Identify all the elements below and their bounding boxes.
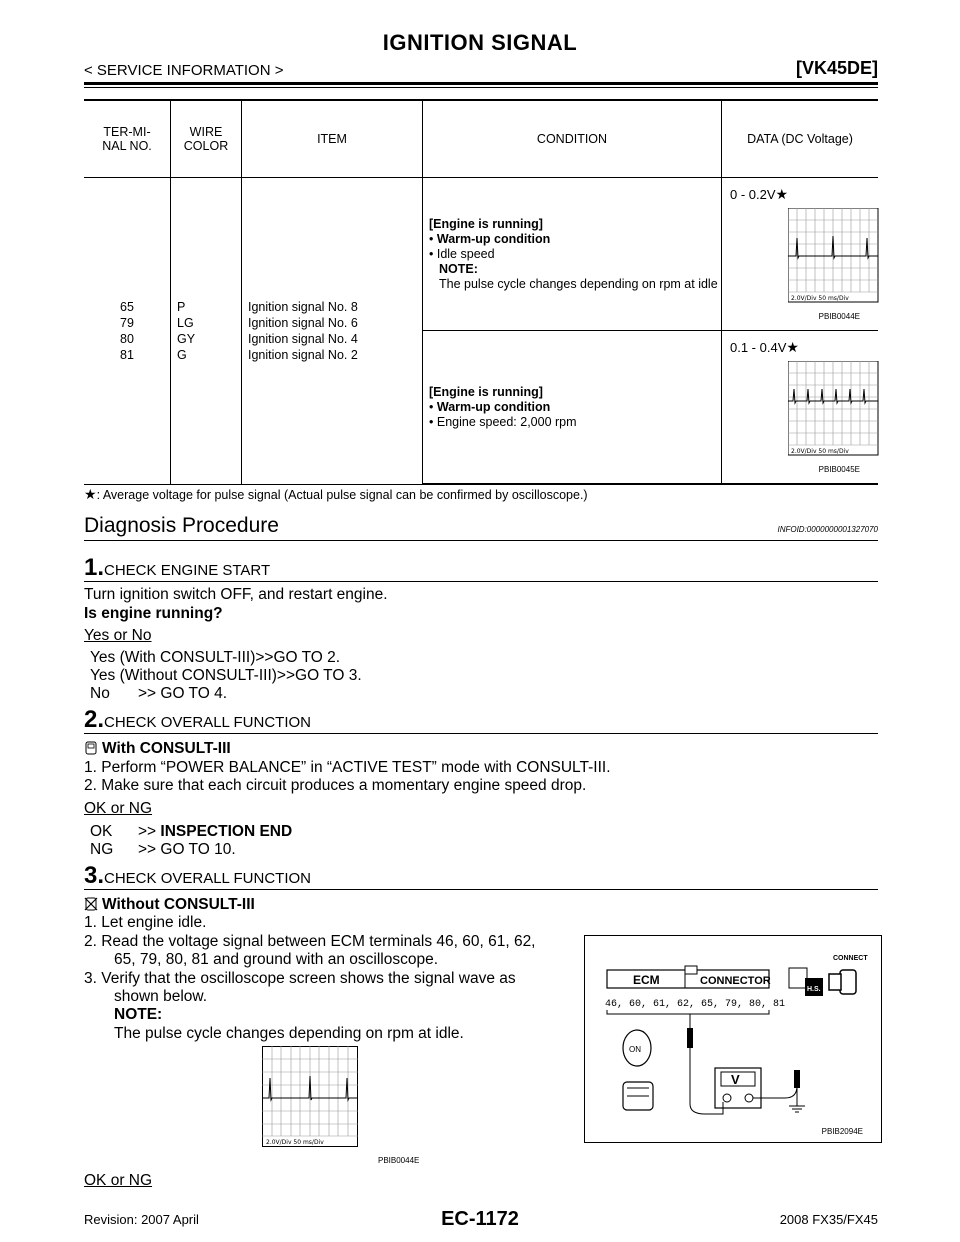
- col-data: DATA (DC Voltage): [722, 100, 879, 178]
- no-consult-icon: [84, 897, 98, 911]
- step-2-heading: 2.CHECK OVERALL FUNCTION: [84, 706, 311, 733]
- engine-icon: [623, 1082, 653, 1110]
- cond-title: [Engine is running]: [429, 216, 543, 231]
- step-3-heading: 3.CHECK OVERALL FUNCTION: [84, 862, 311, 889]
- cond-title: [Engine is running]: [429, 384, 543, 399]
- svg-text:CONNECT: CONNECT: [833, 955, 868, 962]
- connector-label: CONNECTOR: [700, 975, 771, 987]
- col-terminal: [84, 100, 171, 178]
- note-text: The pulse cycle changes depending on rpm at idle: [439, 276, 718, 291]
- step-2-line: 1. Perform “POWER BALANCE” in “ACTIVE TEST” mode with CONSULT-III.: [84, 759, 611, 776]
- star-icon: ★: [786, 339, 799, 355]
- section-label: < SERVICE INFORMATION >: [84, 62, 284, 79]
- revision-date: Revision: 2007 April: [84, 1212, 199, 1227]
- step-3-choice: OK or NG: [84, 1172, 153, 1189]
- header-rule: [84, 82, 878, 85]
- section-rule: [84, 540, 878, 541]
- voltmeter-label: V: [731, 1072, 740, 1087]
- consult-icon: [84, 741, 98, 755]
- col-wire-color: [171, 100, 242, 178]
- step-2-line: 2. Make sure that each circuit produces a momentary engine speed drop.: [84, 777, 587, 794]
- table-footnote: ★: Average voltage for pulse signal (Actual pulse signal can be confirmed by oscilloscope.): [84, 486, 588, 502]
- col-item: ITEM: [242, 100, 423, 178]
- col-condition: CONDITION: [423, 100, 722, 178]
- header-rule-thin: [84, 87, 878, 88]
- star-icon: ★: [84, 486, 97, 502]
- terminal-spec-table: [84, 99, 878, 485]
- figure-id: PBIB0044E: [818, 312, 860, 321]
- step-1-choice: Yes or No: [84, 627, 152, 644]
- step-3-line: 3. Verify that the oscilloscope screen shows the signal wave as: [84, 970, 516, 987]
- step-2-option: OK >> INSPECTION END: [90, 823, 293, 840]
- cond-bullet: • Warm-up condition: [429, 231, 551, 246]
- oscilloscope-waveform-3: [262, 1046, 362, 1150]
- engine-code: [VK45DE]: [795, 58, 878, 78]
- col-wire-color-label: WIRE COLOR: [183, 125, 229, 153]
- step-3-line: 1. Let engine idle.: [84, 914, 207, 931]
- step-rule: [84, 733, 878, 734]
- step-rule: [84, 581, 878, 582]
- data-value: 0.1 - 0.4V★: [730, 339, 799, 355]
- connect-icon: [789, 955, 868, 996]
- condition-2000rpm: [423, 331, 722, 485]
- step-1-option: Yes (Without CONSULT-III)>>GO TO 3.: [90, 667, 362, 684]
- step-2-choice: OK or NG: [84, 800, 153, 817]
- section-heading: Diagnosis Procedure: [84, 514, 279, 537]
- step-2-option: NG >> GO TO 10.: [90, 841, 236, 858]
- col-terminal-label: TER-MI-NAL NO.: [102, 125, 152, 153]
- scope-scale: 2.0V/Div 50 ms/Div: [791, 448, 849, 455]
- figure-id: PBIB0045E: [818, 465, 860, 474]
- note-label: NOTE:: [439, 261, 478, 276]
- item-names: Ignition signal No. 8 Ignition signal No. 6 Ignition signal No. 4 Ignition signal No. 2: [242, 178, 423, 485]
- figure-id: PBIB0044E: [378, 1156, 420, 1165]
- condition-idle: [423, 178, 722, 331]
- info-id: INFOID:0000000001327070: [777, 525, 878, 534]
- note-label: NOTE:: [114, 1006, 163, 1023]
- without-consult: Without CONSULT-III: [84, 896, 255, 914]
- step-1-text: Turn ignition switch OFF, and restart engine.: [84, 586, 388, 603]
- scope-scale: 2.0V/Div 50 ms/Div: [266, 1139, 324, 1146]
- step-1-question: Is engine running?: [84, 605, 223, 622]
- ignition-key-icon: [623, 1030, 651, 1066]
- note-text: The pulse cycle changes depending on rpm at idle.: [114, 1025, 464, 1042]
- svg-text:H.S.: H.S.: [807, 986, 821, 993]
- step-1-heading: 1.CHECK ENGINE START: [84, 554, 271, 581]
- svg-text:ON: ON: [629, 1045, 641, 1054]
- oscilloscope-waveform-2: [788, 361, 960, 457]
- cond-bullet: • Idle speed: [429, 246, 495, 261]
- figure-id: PBIB2094E: [821, 1127, 863, 1136]
- cond-bullet: • Engine speed: 2,000 rpm: [429, 414, 577, 429]
- step-rule: [84, 889, 878, 890]
- data-2000rpm: [722, 331, 879, 485]
- step-1-option: Yes (With CONSULT-III)>>GO TO 2.: [90, 649, 341, 666]
- step-3-line: 65, 79, 80, 81 and ground with an oscilloscope.: [114, 951, 439, 968]
- with-consult: With CONSULT-III: [84, 740, 231, 758]
- star-icon: ★: [775, 186, 789, 202]
- wire-colors: P LG GY G: [171, 178, 242, 485]
- step-3-line: 2. Read the voltage signal between ECM terminals 46, 60, 61, 62,: [84, 933, 536, 950]
- ecm-connection-drawing: [585, 936, 881, 1142]
- page-number: EC-1172: [441, 1208, 519, 1230]
- scope-scale: 2.0V/Div 50 ms/Div: [791, 295, 849, 302]
- cond-bullet: • Warm-up condition: [429, 399, 551, 414]
- step-1-option: No >> GO TO 4.: [90, 685, 228, 702]
- step-3-line: shown below.: [114, 988, 208, 1005]
- connection-diagram: [584, 935, 882, 1143]
- oscilloscope-waveform-1: [788, 208, 960, 304]
- vehicle-model: 2008 FX35/FX45: [779, 1212, 878, 1227]
- terminal-list-label: 46, 60, 61, 62, 65, 79, 80, 81: [605, 999, 786, 1010]
- data-value: 0 - 0.2V★: [730, 186, 789, 202]
- page-title: IGNITION SIGNAL: [382, 30, 578, 55]
- terminal-numbers: 65 79 80 81: [84, 178, 171, 485]
- data-idle: [722, 178, 879, 331]
- ecm-label: ECM: [633, 973, 660, 987]
